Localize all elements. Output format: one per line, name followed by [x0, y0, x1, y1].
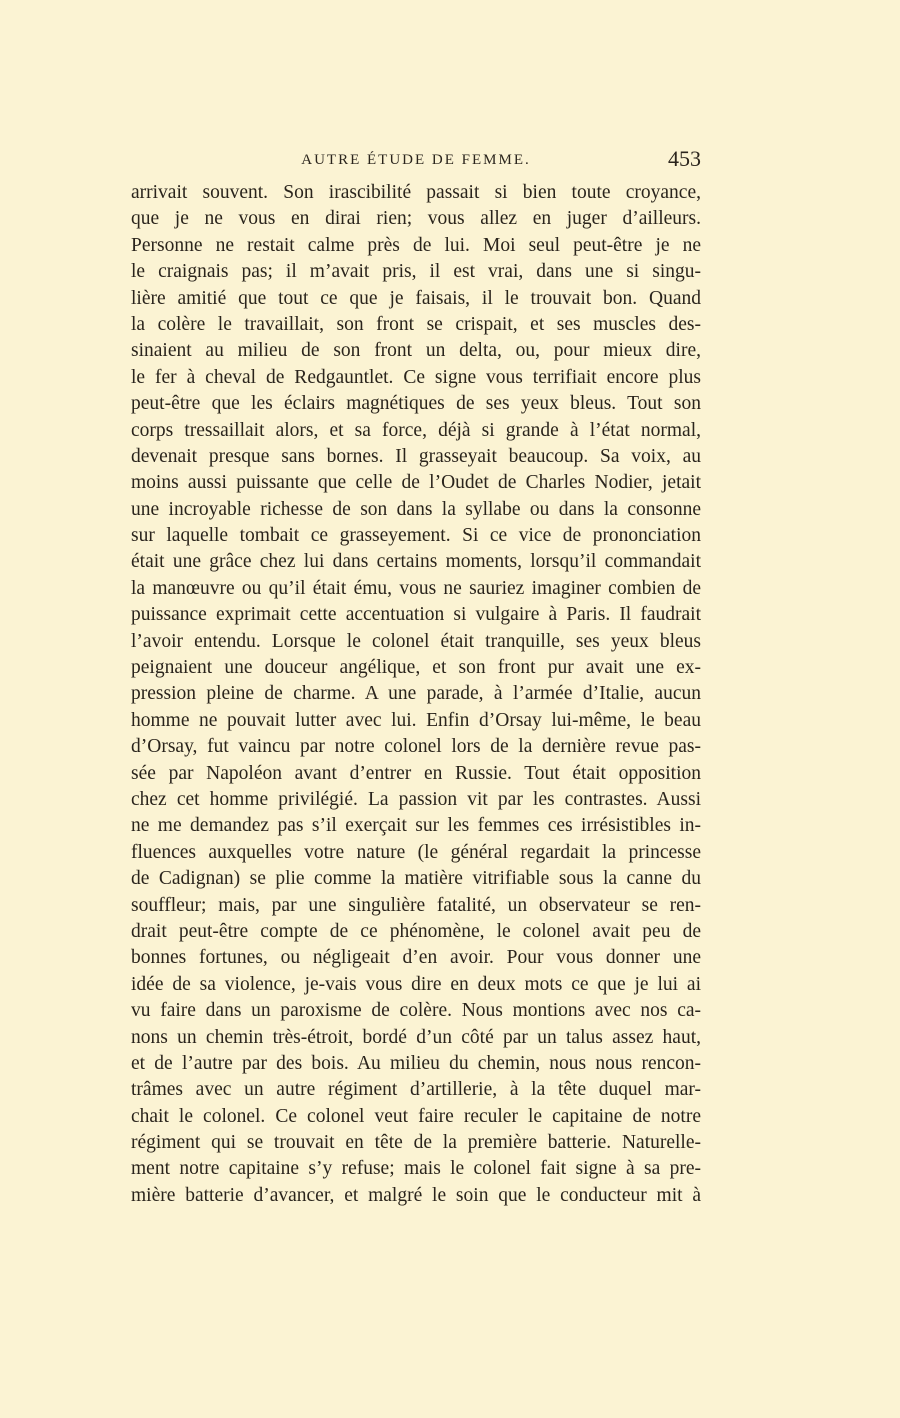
text-line: corps tressaillait alors, et sa force, déjà si grande à l’état normal,: [131, 419, 701, 441]
page-header: [131, 148, 701, 174]
text-line: sée par Napoléon avant d’entrer en Russie. Tout était opposition: [131, 762, 701, 784]
text-line: chait le colonel. Ce colonel veut faire reculer le capitaine de notre: [131, 1105, 701, 1127]
text-line: drait peut-être compte de ce phénomène, le colonel avait peu de: [131, 920, 701, 942]
text-line: la manœuvre ou qu’il était ému, vous ne sauriez imaginer combien de: [131, 577, 701, 599]
text-line: une incroyable richesse de son dans la syllabe ou dans la consonne: [131, 498, 701, 520]
text-line: chez cet homme privilégié. La passion vit par les contrastes. Aussi: [131, 788, 701, 810]
text-line: vu faire dans un paroxisme de colère. Nous montions avec nos ca-: [131, 1000, 701, 1022]
text-line: ne me demandez pas s’il exerçait sur les femmes ces irrésistibles in-: [131, 815, 701, 837]
text-line: que je ne vous en dirai rien; vous allez en juger d’ailleurs.: [131, 208, 701, 230]
text-line: ment notre capitaine s’y refuse; mais le colonel fait signe à sa pre-: [131, 1158, 701, 1180]
text-line: l’avoir entendu. Lorsque le colonel était tranquille, ses yeux bleus: [131, 630, 701, 652]
text-line: bonnes fortunes, ou négligeait d’en avoir. Pour vous donner une: [131, 947, 701, 969]
text-line: homme ne pouvait lutter avec lui. Enfin d’Orsay lui-même, le beau: [131, 709, 701, 731]
text-line: de Cadignan) se plie comme la matière vitrifiable sous la canne du: [131, 868, 701, 890]
text-line: moins aussi puissante que celle de l’Oudet de Charles Nodier, jetait: [131, 472, 701, 494]
text-line: peut-être que les éclairs magnétiques de ses yeux bleus. Tout son: [131, 393, 701, 415]
page-number: 453: [668, 146, 701, 171]
text-line: nons un chemin très-étroit, bordé d’un côté par un talus assez haut,: [131, 1026, 701, 1048]
text-line: Personne ne restait calme près de lui. Moi seul peut-être je ne: [131, 234, 701, 256]
text-line: lière amitié que tout ce que je faisais, il le trouvait bon. Quand: [131, 287, 701, 309]
running-title: AUTRE ÉTUDE DE FEMME.: [301, 152, 531, 168]
text-line: idée de sa violence, je-vais vous dire en deux mots ce que je lui ai: [131, 973, 701, 995]
text-line: régiment qui se trouvait en tête de la première batterie. Naturelle-: [131, 1132, 701, 1154]
text-line: et de l’autre par des bois. Au milieu du chemin, nous nous rencon-: [131, 1052, 701, 1074]
text-line: le craignais pas; il m’avait pris, il est vrai, dans une si singu-: [131, 261, 701, 283]
text-line: arrivait souvent. Son irascibilité passait si bien toute croyance,: [131, 182, 701, 203]
text-line: la colère le travaillait, son front se crispait, et ses muscles des-: [131, 313, 701, 335]
body-text: [131, 180, 701, 1209]
text-line: sinaient au milieu de son front un delta, ou, pour mieux dire,: [131, 340, 701, 362]
text-line: devenait presque sans bornes. Il grasseyait beaucoup. Sa voix, au: [131, 445, 701, 467]
text-line: souffleur; mais, par une singulière fatalité, un observateur se ren-: [131, 894, 701, 916]
text-line: fluences auxquelles votre nature (le général regardait la princesse: [131, 841, 701, 863]
text-line: le fer à cheval de Redgauntlet. Ce signe vous terrifiait encore plus: [131, 366, 701, 388]
text-line: puissance exprimait cette accentuation si vulgaire à Paris. Il faudrait: [131, 604, 701, 626]
text-line: sur laquelle tombait ce grasseyement. Si ce vice de prononciation: [131, 525, 701, 547]
text-line: trâmes avec un autre régiment d’artillerie, à la tête duquel mar-: [131, 1079, 701, 1101]
text-line: peignaient une douceur angélique, et son front pur avait une ex-: [131, 657, 701, 679]
text-line: était une grâce chez lui dans certains moments, lorsqu’il commandait: [131, 551, 701, 573]
text-line: pression pleine de charme. A une parade, à l’armée d’Italie, aucun: [131, 683, 701, 705]
text-line: d’Orsay, fut vaincu par notre colonel lors de la dernière revue pas-: [131, 736, 701, 758]
text-line: mière batterie d’avancer, et malgré le soin que le conducteur mit à: [131, 1184, 701, 1206]
